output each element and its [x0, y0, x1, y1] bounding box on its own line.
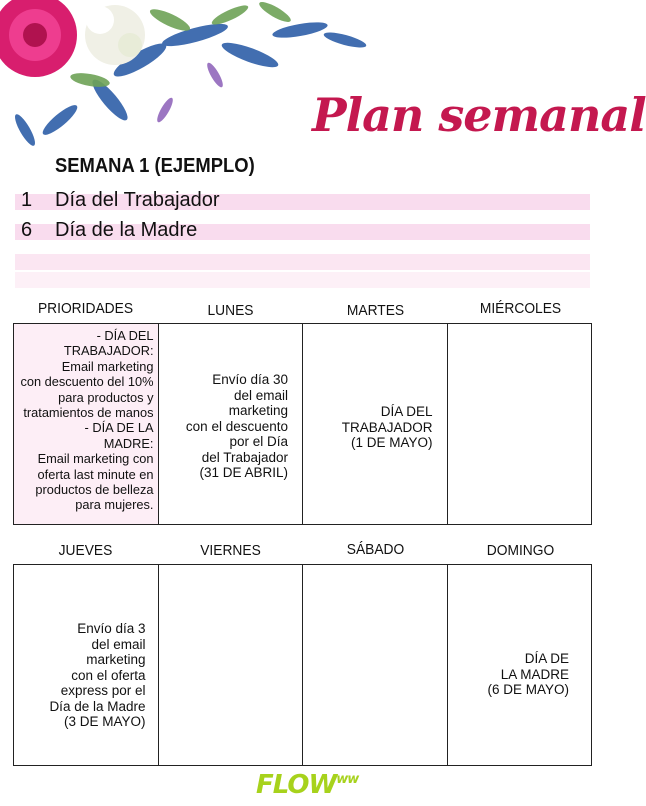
tuesday-cell	[303, 324, 448, 524]
saturday-cell	[303, 565, 448, 765]
empty-highlight-band	[15, 272, 590, 288]
week-grid-top	[13, 323, 592, 525]
header-wednesday: MIÉRCOLES	[479, 300, 562, 317]
event-item	[15, 190, 590, 212]
event-day: 6	[21, 219, 33, 241]
header-sunday: DOMINGO	[486, 542, 555, 559]
thursday-text: Envío día 3 del email marketing con el oferta express por el Día de la Madre (3 DE MAYO)	[49, 621, 146, 729]
flow-logo	[256, 770, 358, 800]
thursday-cell	[14, 565, 159, 765]
header-priorities: PRIORIDADES	[37, 300, 134, 317]
sunday-text: DÍA DE LA MADRE (6 DE MAYO)	[487, 651, 569, 697]
wednesday-cell	[448, 324, 592, 524]
page-title: Plan semanal	[312, 88, 646, 142]
header-tuesday: MARTES	[346, 302, 405, 319]
monday-text: Envío día 30 del email marketing con el descuento por el Día del Trabajador (31 DE ABRIL)	[185, 372, 288, 480]
logo-suffix: ww	[336, 772, 359, 787]
header-saturday: SÁBADO	[346, 541, 405, 558]
event-name: Día del Trabajador	[55, 189, 220, 211]
priorities-cell	[14, 324, 159, 524]
event-name: Día de la Madre	[55, 219, 198, 241]
empty-highlight-band	[15, 254, 590, 270]
header-monday: LUNES	[207, 302, 254, 319]
event-item	[15, 220, 590, 242]
friday-cell	[159, 565, 304, 765]
header-friday: VIERNES	[200, 542, 261, 559]
monday-cell	[159, 324, 304, 524]
sunday-cell	[448, 565, 592, 765]
logo-text: FLOW	[256, 770, 337, 800]
week-label: SEMANA 1 (EJEMPLO)	[55, 155, 255, 177]
header-thursday: JUEVES	[58, 542, 113, 559]
tuesday-text: DÍA DEL TRABAJADOR (1 DE MAYO)	[341, 404, 433, 450]
priorities-text: - DÍA DEL TRABAJADOR: Email marketing con descuento del 10% para productos y tratamientos de manos - DÍA DE LA MADRE: Email marketing con oferta last minute en productos de belleza para mujeres.	[20, 328, 154, 513]
event-day: 1	[21, 189, 33, 211]
week-grid-bottom	[13, 564, 592, 766]
